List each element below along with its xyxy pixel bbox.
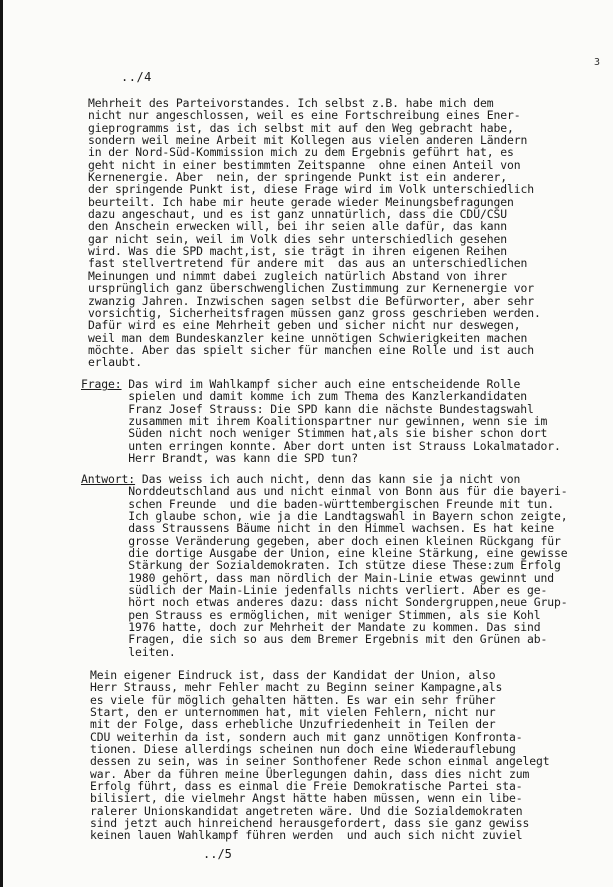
answer-paragraph xyxy=(81,473,568,658)
page-continuation-top: ../4 xyxy=(121,70,152,84)
question-text: Das wird im Wahlkampf sicher auch eine entscheidende Rolle spielen und damit komme ich zum Thema des Kanzlerkandidaten Franz Josef Strauss: Die SPD kann die nächste Bundestagswahl zusammen mit ihrem Koalitionspartner nur gewinnen, wenn sie im Süden nicht noch weniger Stimmen hat,als sie bisher schon dort unten erringen konnte. Aber dort unten ist Strauss Lokalmatador. Herr Brandt, was kann die SPD tun? xyxy=(128,377,561,466)
question-paragraph xyxy=(81,378,561,464)
answer-label: Antwort: xyxy=(81,472,136,486)
paragraph-4: Mein eigener Eindruck ist, dass der Kandidat der Union, also Herr Strauss, mehr Fehler macht zu Beginn seiner Kampagne,als es viele für möglich gehalten hätten. Es war ein sehr früher Start, den er unternommen hat, mit vielen Fehlern, nicht nur mit der Folge, dass erhebliche Unzufriedenheit in Teilen der CDU weiterhin da ist, sondern auch mit ganz unnötigen Konfronta- tionen. Diese allerdings scheinen nun doch eine Wiederauflebung dessen zu sein, was in seiner Sonthofener Rede schon einmal angelegt war. Aber da führen meine Überlegungen dahin, dass dies nicht zum Erfolg führt, dass es einmal die Freie Demokratische Partei sta- bilisiert, die vielmehr Angst hätte haben müssen, wenn ein libe- ralerer Unionskandidat angetreten wäre. Und die Sozialdemokraten sind jetzt auch hinreichend herausgefordert, dass sie ganz gewiss keinen lauen Wahlkampf führen werden und auch sich nicht zuviel xyxy=(90,668,550,843)
question-label: Frage: xyxy=(81,377,122,391)
corner-page-mark: 3 xyxy=(594,57,601,68)
answer-text: Das weiss ich auch nicht, denn das kann sie ja nicht von Norddeutschland aus und nicht einmal von Bonn aus für die bayeri- schen Freunde und die baden-württembergischen Freunde mit tun. Ich glaube schon, wie ja die Landtagswahl in Bayern schon zeigte, dass Straussens Bäume nicht in den Himmel wachsen. Es hat keine grosse Veränderung gegeben, aber doch einen kleinen Rückgang für die dortige Ausgabe der Union, eine kleine Stärkung, eine gewisse Stärkung der Sozialdemokraten. Ich stütze diese These:zum Erfolg 1980 gehört, dass man nördlich der Main-Linie etwas gewinnt und südlich der Main-Linie jedenfalls nichts verliert. Aber es ge- hört noch etwas anderes dazu: dass nicht Sondergruppen,neue Grup- pen Strauss es ermöglichen, mit weniger Stimmen, als sie Kohl 1976 hatte, doch zur Mehrheit der Mandate zu kommen. Das sind Fragen, die sich so aus dem Bremer Ergebnis mit den Grünen ab- leiten. xyxy=(128,472,568,659)
paragraph-1: Mehrheit des Parteivorstandes. Ich selbst z.B. habe mich dem nicht nur angeschlossen, weil es eine Fortschreibung eines Ener- gieprogramms ist, das ich selbst mit auf den Weg gebracht habe, sondern weil meine Arbeit mit Kollegen aus vielen anderen Ländern in der Nord-Süd-Kommission mich zu dem Ergebnis geführt hat, es geht nicht in einer bestimmten Zeitspanne ohne einen Anteil von Kernenergie. Aber nein, der springende Punkt ist ein anderer, der springende Punkt ist, diese Frage wird im Volk unterschiedlich beurteilt. Ich habe mir heute gerade wieder Meinungsbefragungen dazu angeschaut, und es ist ganz unnatürlich, dass die CDU/CSU den Anschein erwecken will, bei ihr seien alle dafür, das kann gar nicht sein, weil im Volk dies sehr unterschiedlich gesehen wird. Was die SPD macht,ist, sie trägt in ihren eigenen Reihen fast stellvertretend für andere mit das aus an unterschiedlichen Meinungen und nimmt dabei zugleich natürlich Abstand von ihrer ursprünglich ganz überschwenglichen Zustimmung zur Kernenergie vor zwanzig Jahren. Inzwischen sagen selbst die Befürworter, aber sehr vorsichtig, Sicherheitsfragen müssen ganz gross geschrieben werden. Dafür wird es eine Mehrheit geben und sicher nicht nur deswegen, weil man dem Bundeskanzler keine unnötigen Schwierigkeiten machen möchte. Aber das spielt sicher für manchen eine Rolle und ist auch erlaubt. xyxy=(88,96,541,370)
page-continuation-bottom: ../5 xyxy=(203,847,232,861)
